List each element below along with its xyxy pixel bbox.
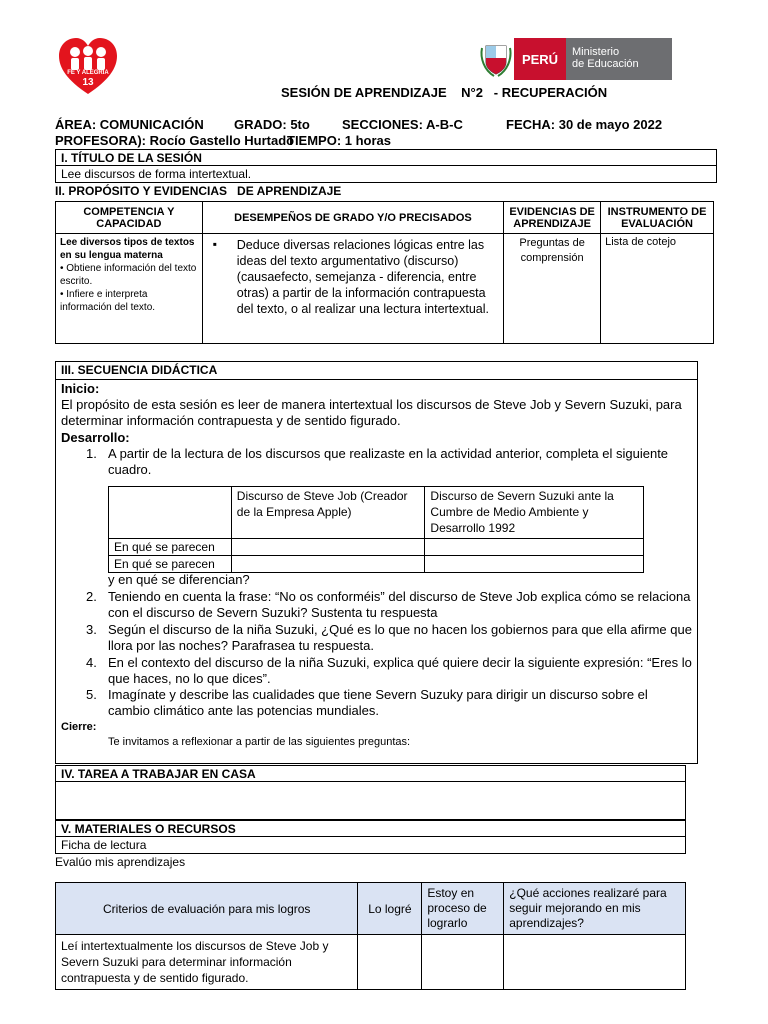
ministerio-label: [566, 38, 672, 80]
header-instrumento: INSTRUMENTO DE EVALUACIÓN: [601, 202, 714, 234]
activity-item: [86, 687, 693, 719]
header-desempenos: DESEMPEÑOS DE GRADO Y/O PRECISADOS: [202, 202, 503, 234]
ministerio-line-1: Ministerio: [572, 46, 620, 58]
document-title: SESIÓN DE APRENDIZAJE N°2 - RECUPERACIÓN: [281, 85, 608, 100]
area-field: ÁREA: COMUNICACIÓN: [55, 117, 204, 132]
header-evidencias: EVIDENCIAS DE APRENDIZAJE: [504, 202, 601, 234]
evidencia-text: Preguntas de comprensión: [504, 234, 601, 344]
activity-number: 2.: [86, 589, 97, 604]
eval-in-progress-cell[interactable]: [422, 935, 504, 990]
activity-text: Imagínate y describe las cualidades que tiene Severn Suzuky para dirigir un discurso sobre el cambio climático ante las potencias mundiales.: [108, 687, 648, 718]
desempeno-cell: [202, 234, 503, 344]
activity-text: Teniendo en cuenta la frase: “No os conforméis” del discurso de Steve Job explica cómo se relaciona con el discurso de Severn Suzuki? Sustenta tu respuesta: [108, 589, 691, 620]
activity-number: 4.: [86, 655, 97, 670]
comparison-cell-input[interactable]: [425, 556, 644, 573]
eval-header-achieved: Lo logré: [358, 883, 422, 935]
activity-item: [86, 622, 693, 654]
instrumento-text: Lista de cotejo: [601, 234, 714, 344]
profesora-field: PROFESORA): Rocío Gastello Hurtado: [55, 133, 295, 148]
minedu-logo: [478, 38, 672, 80]
comparison-row-label: En qué se parecen: [109, 539, 232, 556]
activity-text: Según el discurso de la niña Suzuki, ¿Qué es lo que no hacen los gobiernos para que ella afirme que llora por las noches? Parafrasea tu respuesta.: [108, 622, 692, 653]
capacidad-1: • Obtiene información del texto escrito.: [60, 263, 197, 287]
header-competencia: COMPETENCIA Y CAPACIDAD: [56, 202, 203, 234]
competencia-cell: [56, 234, 203, 344]
desarrollo-label: Desarrollo:: [61, 430, 130, 445]
secciones-field: SECCIONES: A-B-C: [342, 117, 463, 132]
logo-text: FE Y ALEGRIA: [67, 70, 109, 76]
comparison-header-steve-job: Discurso de Steve Job (Creador de la Empresa Apple): [231, 487, 425, 539]
competencia-text: Lee diversos tipos de textos en su lengua materna: [60, 237, 195, 261]
cierre-label: Cierre:: [61, 721, 97, 733]
activity-number: 3.: [86, 622, 97, 637]
activity-text: En el contexto del discurso de la niña Suzuki, explica qué quiere decir la siguiente expresión: “Eres lo que haces, no lo que dices”.: [108, 655, 692, 686]
comparison-table: [108, 486, 644, 573]
desempeno-text: Deduce diversas relaciones lógicas entre las ideas del texto argumentativo (discurso) (causaefecto, semejanza - diferencia, entre otras) a partir de la información contrapuesta del texto, o al realizar una lectura intertextual.: [236, 238, 490, 316]
comparison-cell-input[interactable]: [231, 539, 425, 556]
comparison-cell-input[interactable]: [425, 539, 644, 556]
section-title-sequence: III. SECUENCIA DIDÁCTICA: [56, 362, 697, 380]
activity-number: 5.: [86, 687, 97, 702]
section-title-session: I. TÍTULO DE LA SESIÓN: [55, 149, 717, 166]
comparison-row-label: En qué se parecen: [109, 556, 232, 573]
inicio-label: Inicio:: [61, 381, 100, 396]
eval-achieved-cell[interactable]: [358, 935, 422, 990]
eval-header-criteria: Criterios de evaluación para mis logros: [56, 883, 358, 935]
eval-actions-cell[interactable]: [504, 935, 686, 990]
purpose-table: [55, 201, 714, 344]
bullet-icon: ▪: [212, 237, 218, 251]
activity-text: A partir de la lectura de los discursos que realizaste en la actividad anterior, completa el siguiente cuadro.: [108, 446, 669, 477]
capacidad-2: • Infiere e interpreta información del texto.: [60, 289, 156, 313]
session-title-value: Lee discursos de forma intertextual.: [55, 166, 717, 183]
activity-number: 1.: [86, 446, 97, 461]
section-title-homework: IV. TAREA A TRABAJAR EN CASA: [55, 765, 686, 782]
comparison-corner-cell: [109, 487, 232, 539]
activity-item: [86, 446, 673, 478]
eval-criterion: Leí intertextualmente los discursos de Steve Job y Severn Suzuki para determinar información contrapuesta y de sentido figurado.: [56, 935, 358, 990]
tiempo-field: TIEMPO: 1 horas: [287, 133, 392, 148]
peru-label: PERÚ: [514, 38, 566, 80]
evaluation-table: [55, 882, 686, 990]
fecha-field: FECHA: 30 de mayo 2022: [506, 117, 663, 132]
section-title-purpose: II. PROPÓSITO Y EVIDENCIAS DE APRENDIZAJE: [55, 184, 342, 198]
section-title-materials: V. MATERIALES O RECURSOS: [55, 820, 686, 837]
eval-header-in-progress: Estoy en proceso de lograrlo: [422, 883, 504, 935]
homework-box[interactable]: [55, 782, 686, 820]
fe-y-alegria-logo: [57, 36, 119, 96]
after-table-text: y en qué se diferencian?: [108, 572, 250, 587]
cierre-text: Te invitamos a reflexionar a partir de las siguientes preguntas:: [108, 736, 411, 748]
logo-number: 13: [82, 77, 94, 88]
eval-header-actions: ¿Qué acciones realizaré para seguir mejorando en mis aprendizajes?: [504, 883, 686, 935]
inicio-text: El propósito de esta sesión es leer de manera intertextual los discursos de Steve Job y Severn Suzuki, para determinar información contrapuesta y de sentido figurado.: [61, 397, 682, 428]
activity-item: [86, 655, 693, 687]
activity-item: [86, 589, 693, 621]
evaluation-title: Evalúo mis aprendizajes: [55, 855, 186, 869]
peru-shield-icon: [478, 38, 514, 80]
grado-field: GRADO: 5to: [234, 117, 310, 132]
ministerio-line-2: de Educación: [572, 58, 639, 70]
sequence-section: [55, 361, 698, 764]
materials-value: Ficha de lectura: [55, 837, 686, 854]
comparison-cell-input[interactable]: [231, 556, 425, 573]
comparison-header-severn-suzuki: Discurso de Severn Suzuki ante la Cumbre de Medio Ambiente y Desarrollo 1992: [425, 487, 644, 539]
